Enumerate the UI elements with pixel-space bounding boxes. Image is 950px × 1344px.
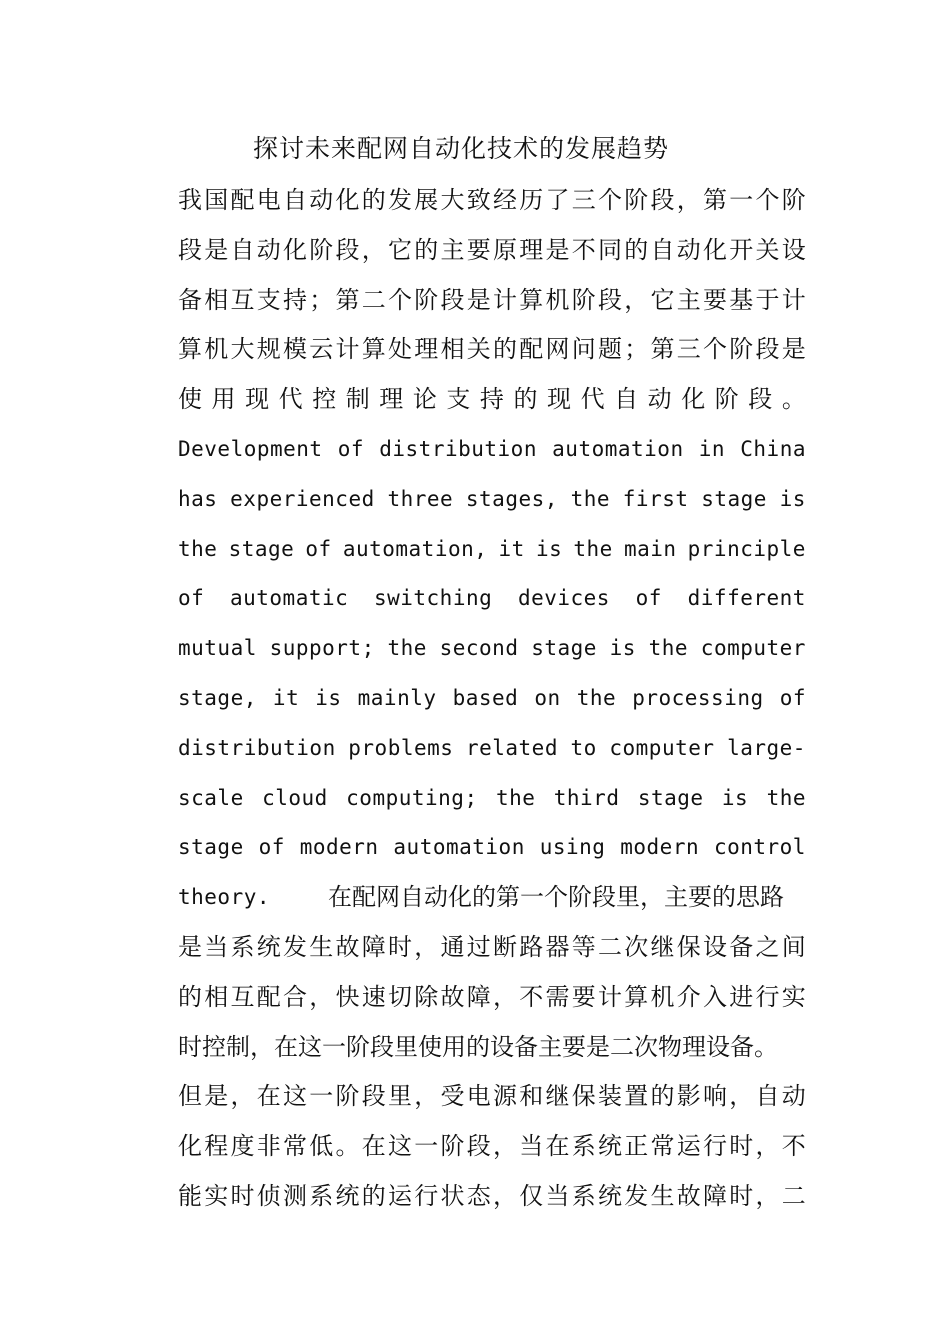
text-line: 但 是 ， 在 这 一 阶 段 里 ， 受 电 源 和 继 保 装 置 的 影 响 ， 自 动 <box>178 1082 806 1111</box>
text-line: Development of distribution automation in China <box>178 436 806 461</box>
text-line: stage, it is mainly based on the processing of <box>178 685 806 710</box>
text-line: 时 控 制 ， 在 这 一 阶 段 里 使 用 的 设 备 主 要 是 二 次 物 理 设 备 。 <box>178 1032 778 1061</box>
text-line: distribution problems related to computer large- <box>178 735 806 760</box>
text-line: 段 是 自 动 化 阶 段 ， 它 的 主 要 原 理 是 不 同 的 自 动 化 开 关 设 <box>178 235 806 264</box>
text-line: of automatic switching devices of different <box>178 586 806 611</box>
text-line: the stage of automation, it is the main principle <box>178 536 806 561</box>
text-line: scale cloud computing; the third stage is the <box>178 785 806 810</box>
text-line: stage of modern automation using modern control <box>178 835 806 860</box>
document-body <box>178 180 806 1226</box>
text-line: 算 机 大 规 模 云 计 算 处 理 相 关 的 配 网 问 题 ； 第 三 个 阶 段 是 <box>178 335 806 364</box>
text-line <box>178 877 806 927</box>
text-line: 我 国 配 电 自 动 化 的 发 展 大 致 经 历 了 三 个 阶 段 ， 第 一 个 阶 <box>178 186 806 214</box>
text-line-english-part: theory. <box>178 885 271 910</box>
text-line: 使 用 现 代 控 制 理 论 支 持 的 现 代 自 动 化 阶 段 。 <box>178 385 806 414</box>
text-line: 化 程 度 非 常 低 。 在 这 一 阶 段 ， 当 在 系 统 正 常 运 行 时 ， 不 <box>178 1132 806 1161</box>
text-line-chinese-part: 在配网自动化的第一个阶段里，主要的思路 <box>328 883 785 912</box>
text-line: 备 相 互 支 持 ； 第 二 个 阶 段 是 计 算 机 阶 段 ， 它 主 要 基 于 计 <box>178 285 806 314</box>
document-title: 探讨未来配网自动化技术的发展趋势 <box>253 134 670 163</box>
text-line: 的 相 互 配 合 ， 快 速 切 除 故 障 ， 不 需 要 计 算 机 介 入 进 行 实 <box>178 982 806 1011</box>
text-line: has experienced three stages, the first stage is <box>178 486 806 511</box>
text-line: 能 实 时 侦 测 系 统 的 运 行 状 态 ， 仅 当 系 统 发 生 故 障 时 ， 二 <box>178 1181 806 1210</box>
text-line: mutual support; the second stage is the computer <box>178 636 806 661</box>
text-line: 是 当 系 统 发 生 故 障 时 ， 通 过 断 路 器 等 二 次 继 保 设 备 之 间 <box>178 932 806 961</box>
